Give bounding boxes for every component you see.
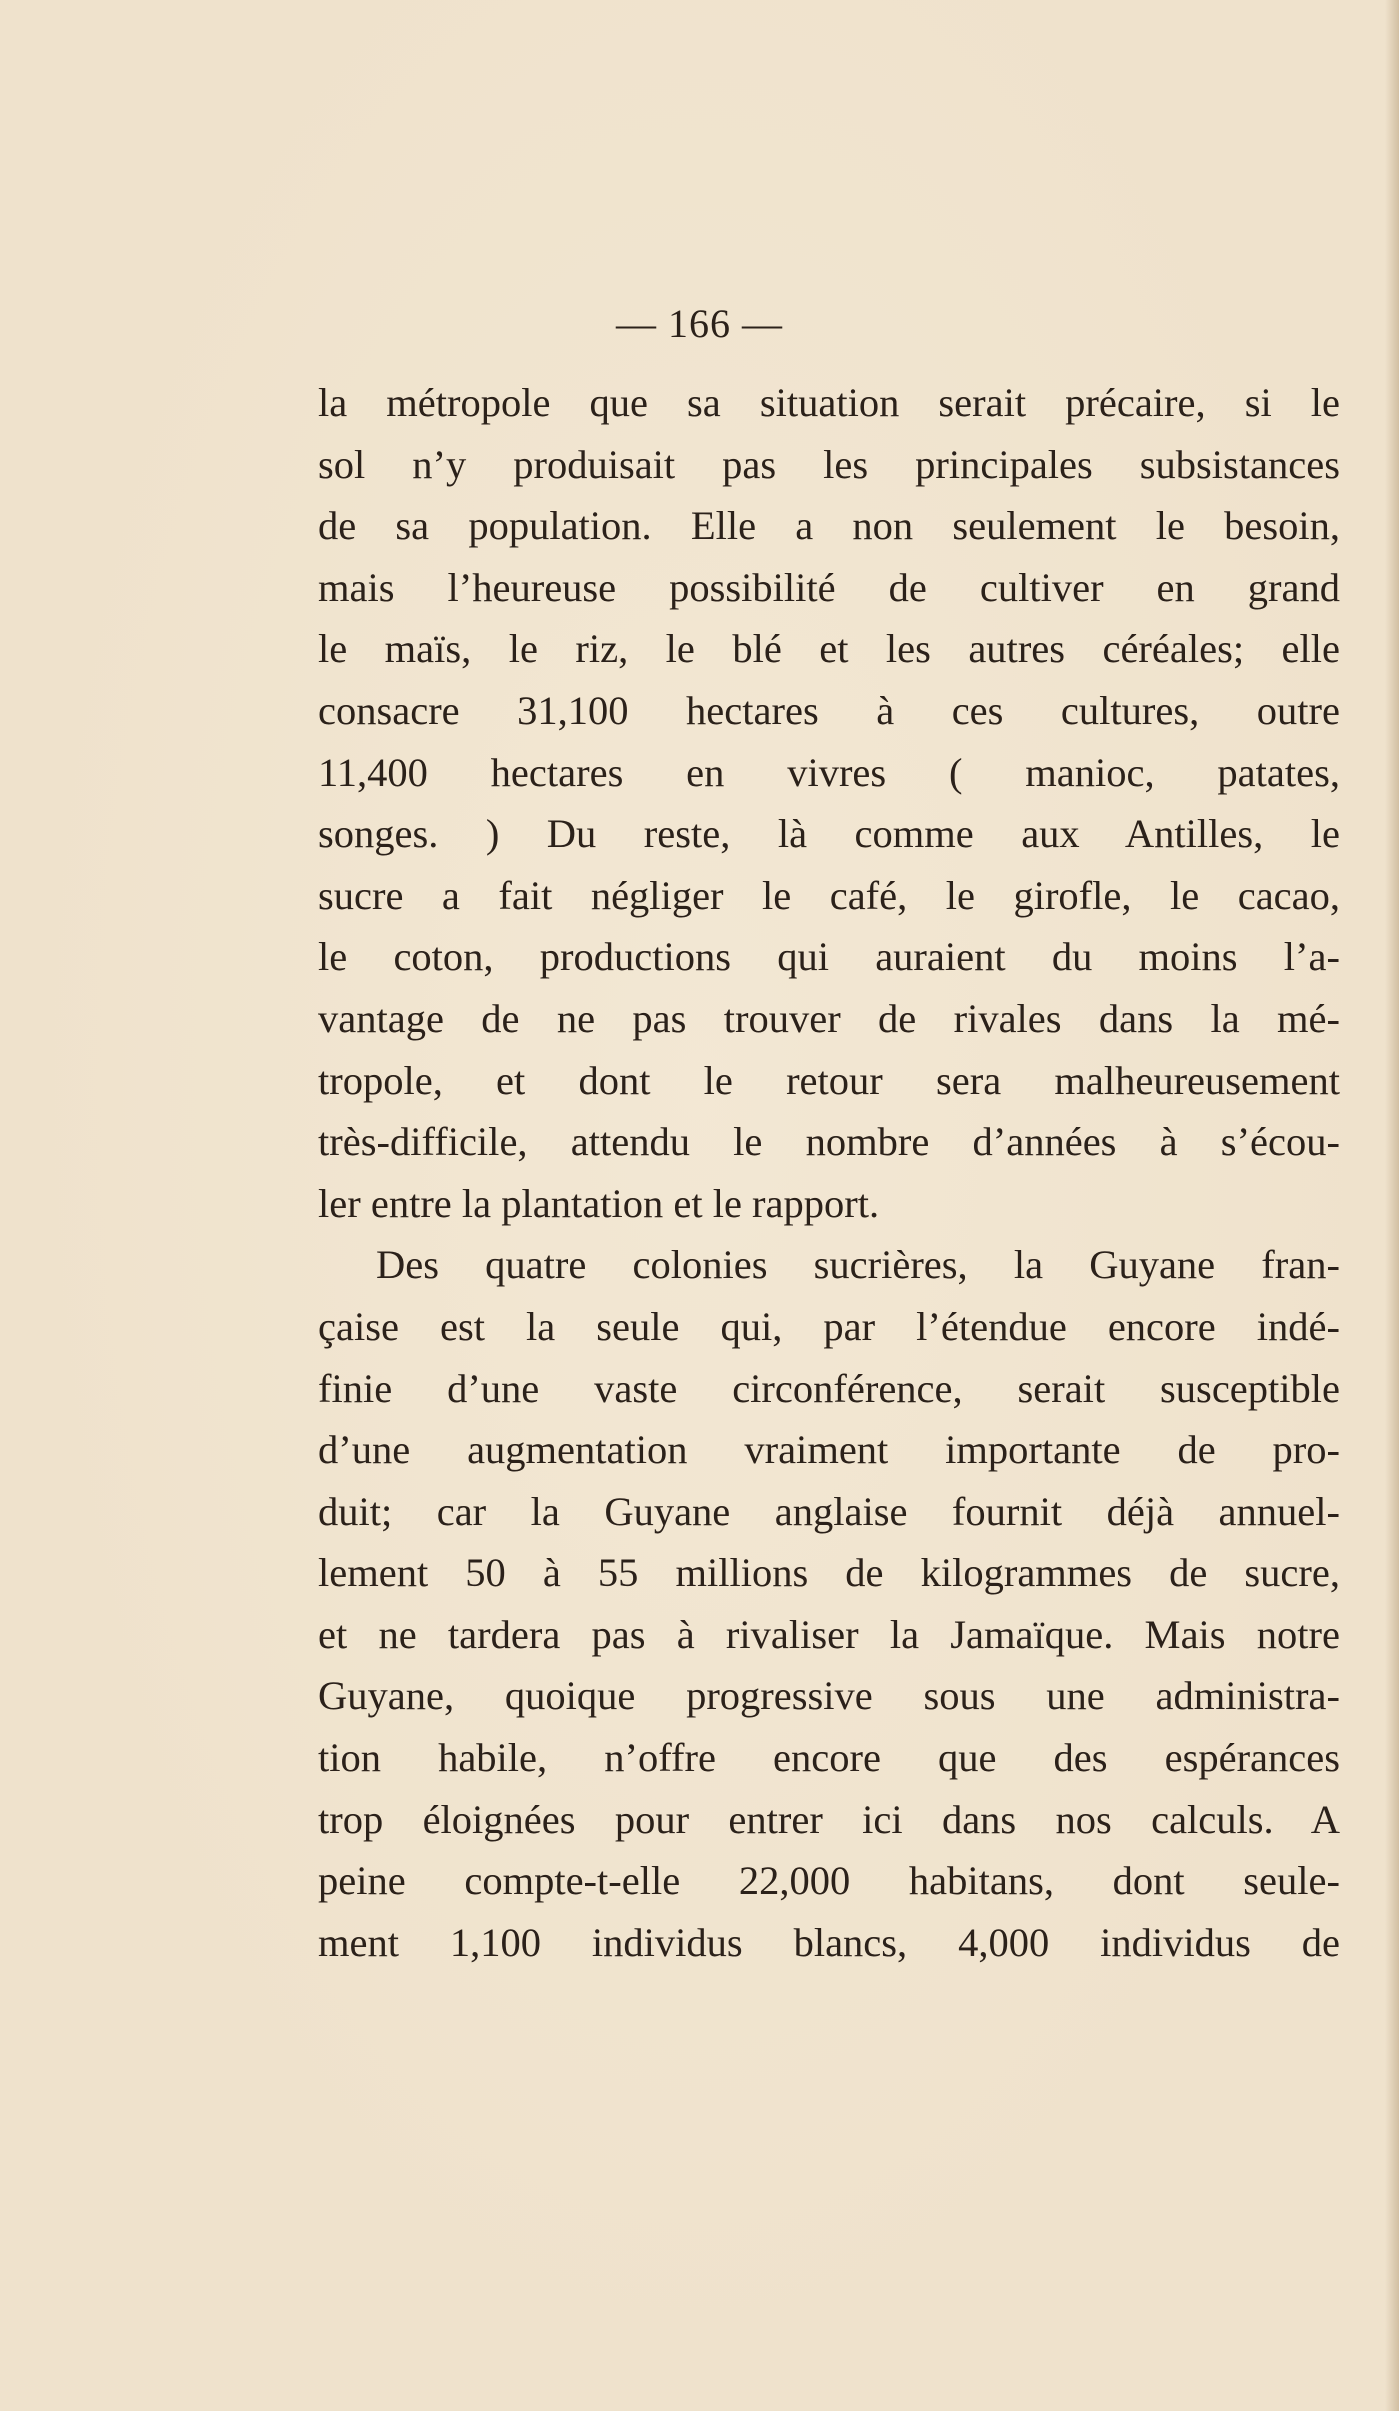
text-line: consacre 31,100 hectares à ces cultures, outre bbox=[318, 687, 1340, 733]
text-line: de sa population. Elle a non seulement le besoin, bbox=[318, 503, 1340, 549]
text-line: 11,400 hectares en vivres ( manioc, patates, bbox=[318, 749, 1340, 795]
text-line: d’une augmentation vraiment importante de pro- bbox=[318, 1427, 1340, 1473]
paragraph-last-line: ler entre la plantation et le rapport. bbox=[318, 1180, 880, 1226]
text-line: vantage de ne pas trouver de rivales dans la mé- bbox=[318, 995, 1340, 1041]
text-line: sucre a fait négliger le café, le girofle, le cacao, bbox=[318, 872, 1340, 918]
text-line: le coton, productions qui auraient du moins l’a- bbox=[318, 934, 1340, 980]
text-line: songes. ) Du reste, là comme aux Antilles, le bbox=[318, 811, 1340, 857]
body-text bbox=[318, 372, 1340, 1973]
text-line: très-difficile, attendu le nombre d’années à s’écou- bbox=[318, 1119, 1340, 1165]
text-line: çaise est la seule qui, par l’étendue encore indé- bbox=[318, 1303, 1340, 1349]
text-line: et ne tardera pas à rivaliser la Jamaïque. Mais notre bbox=[318, 1611, 1340, 1657]
text-line: ment 1,100 individus blancs, 4,000 individus de bbox=[318, 1919, 1340, 1965]
text-line: trop éloignées pour entrer ici dans nos calculs. A bbox=[318, 1796, 1340, 1842]
text-line: Guyane, quoique progressive sous une administra- bbox=[318, 1673, 1340, 1719]
text-line: duit; car la Guyane anglaise fournit déjà annuel- bbox=[318, 1488, 1340, 1534]
paragraph-first-line: Des quatre colonies sucrières, la Guyane fran- bbox=[376, 1242, 1340, 1288]
text-line: tropole, et dont le retour sera malheureusement bbox=[318, 1057, 1340, 1103]
page-number: — 166 — bbox=[616, 301, 783, 346]
page-edge-shadow bbox=[1385, 0, 1399, 2411]
text-line: sol n’y produisait pas les principales subsistances bbox=[318, 441, 1340, 487]
text-line: le maïs, le riz, le blé et les autres céréales; elle bbox=[318, 626, 1340, 672]
text-line: mais l’heureuse possibilité de cultiver en grand bbox=[318, 564, 1340, 610]
text-line: peine compte-t-elle 22,000 habitans, dont seule- bbox=[318, 1858, 1340, 1904]
text-line: finie d’une vaste circonférence, serait susceptible bbox=[318, 1365, 1340, 1411]
text-line: la métropole que sa situation serait précaire, si le bbox=[318, 380, 1340, 425]
text-line: tion habile, n’offre encore que des espérances bbox=[318, 1735, 1340, 1781]
text-line: lement 50 à 55 millions de kilogrammes de sucre, bbox=[318, 1550, 1340, 1596]
